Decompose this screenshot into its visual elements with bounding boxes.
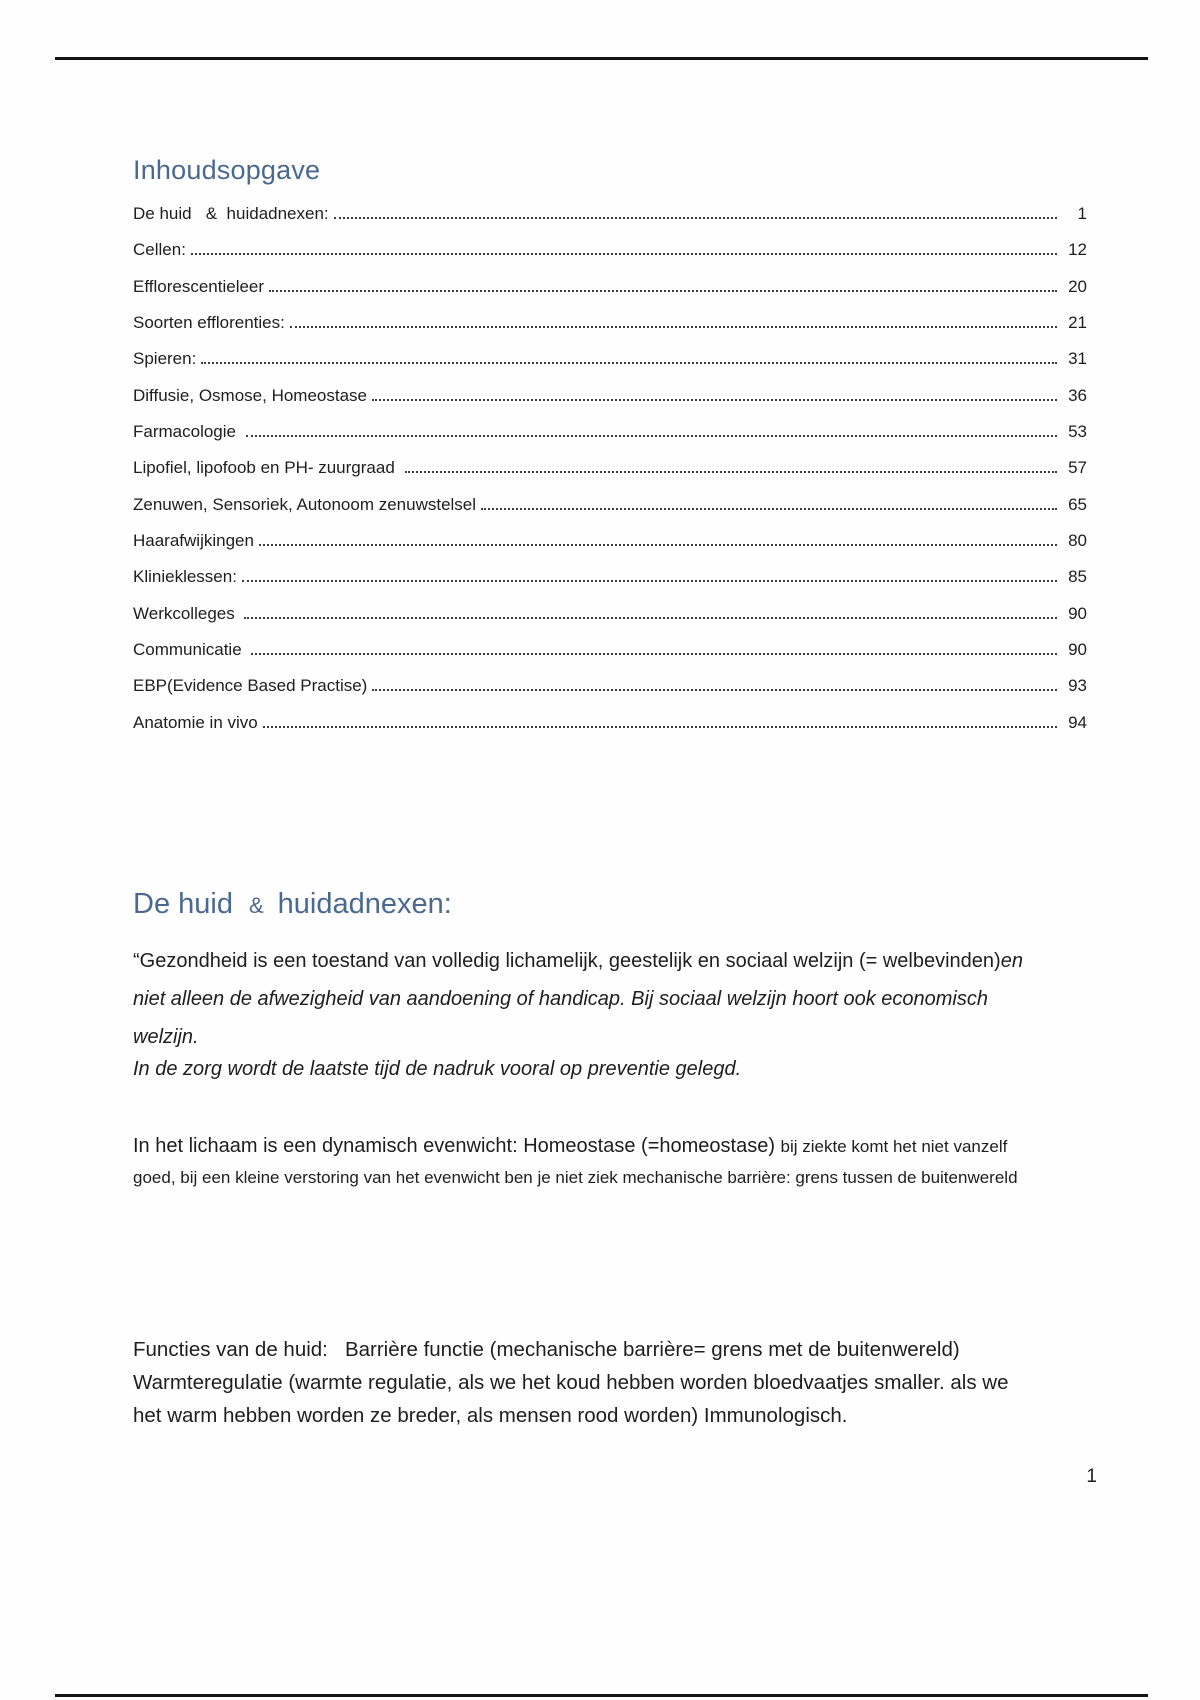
toc-entry[interactable] <box>133 277 1087 313</box>
toc-entry-label: Soorten efflorenties: <box>133 313 285 333</box>
toc-dots-leader <box>251 653 1057 655</box>
toc-entry[interactable] <box>133 204 1087 240</box>
section-title-ampersand: & <box>248 893 264 918</box>
toc-dots-leader <box>191 253 1057 255</box>
toc-entry-page: 57 <box>1068 458 1087 478</box>
toc-entry-label: Communicatie <box>133 640 247 660</box>
section-title-part1: De huid <box>133 888 233 920</box>
toc-entry-page: 12 <box>1068 240 1087 260</box>
toc-entry[interactable] <box>133 240 1087 276</box>
toc-entry-page: 85 <box>1068 567 1087 587</box>
toc-dots-leader <box>244 617 1057 619</box>
toc-entry[interactable] <box>133 458 1087 494</box>
toc-entry-label: Lipofiel, lipofoob en PH- zuurgraad <box>133 458 400 478</box>
toc-entry-page: 21 <box>1068 313 1087 333</box>
section-title <box>133 888 452 921</box>
toc-entry-page: 80 <box>1068 531 1087 551</box>
toc-entry-page: 36 <box>1068 385 1087 405</box>
toc-entry-page: 20 <box>1068 276 1087 296</box>
health-definition-normal: “Gezondheid is een toestand van volledig lichamelijk, geestelijk en sociaal welzijn (= welbevinden) <box>133 950 1001 972</box>
toc-entry-page: 90 <box>1068 640 1087 660</box>
toc-entry[interactable] <box>133 349 1087 385</box>
toc-dots-leader <box>405 471 1058 473</box>
toc-entry-page: 1 <box>1077 204 1087 223</box>
toc-dots-leader <box>269 290 1057 292</box>
toc-dots-leader <box>372 399 1057 401</box>
page-number: 1 <box>1086 1466 1097 1487</box>
toc-dots-leader <box>263 726 1057 728</box>
toc-dots-leader <box>372 689 1057 691</box>
toc-entry-label: Diffusie, Osmose, Homeostase <box>133 385 367 405</box>
toc-entry[interactable] <box>133 640 1087 676</box>
toc-entry-label: Anatomie in vivo <box>133 712 258 732</box>
paragraph-homeostasis <box>133 1131 1023 1193</box>
homeostasis-detail: bij ziekte komt het niet vanzelf goed, bij een kleine verstoring van het evenwicht ben je niet ziek mechanische barrière: grens tussen de buitenwereld <box>133 1137 1018 1187</box>
toc-entry[interactable] <box>133 531 1087 567</box>
toc-entry-label: Haarafwijkingen <box>133 531 254 551</box>
footer-rule <box>55 1694 1148 1697</box>
paragraph-prevention-note: In de zorg wordt de laatste tijd de nadruk vooral op preventie gelegd. <box>133 1058 742 1080</box>
toc-entry[interactable] <box>133 422 1087 458</box>
toc-dots-leader <box>242 580 1057 582</box>
toc-dots-leader <box>334 217 1057 219</box>
paragraph-skin-functions: Functies van de huid: Barrière functie (mechanische barrière= grens met de buitenwereld) Warmteregulatie (warmte regulatie, als we het koud hebben worden bloedvaatjes smaller. als we het warm hebben worden ze breder, als mensen rood worden) Immunologisch. <box>133 1338 1015 1427</box>
toc-dots-leader <box>201 362 1057 364</box>
toc-entry-page: 53 <box>1068 422 1087 442</box>
toc-entry[interactable] <box>133 313 1087 349</box>
toc-entry[interactable] <box>133 713 1087 749</box>
toc-entry[interactable] <box>133 604 1087 640</box>
page-content <box>133 0 1087 1700</box>
toc-entry-label: Cellen: <box>133 240 186 260</box>
toc-entry-label: Klinieklessen: <box>133 567 237 587</box>
toc-entry-page: 93 <box>1068 676 1087 696</box>
paragraph-health-definition <box>133 942 1023 1056</box>
toc-entry[interactable] <box>133 386 1087 422</box>
homeostasis-lead: In het lichaam is een dynamisch evenwicht: Homeostase (=homeostase) <box>133 1135 781 1157</box>
toc-entry-label: Zenuwen, Sensoriek, Autonoom zenuwstelsel <box>133 494 477 514</box>
toc-dots-leader <box>259 544 1057 546</box>
toc-entry[interactable] <box>133 676 1087 712</box>
health-definition-italic: en niet alleen de afwezigheid van aandoening of handicap. Bij sociaal welzijn hoort ook economisch welzijn. <box>133 950 1023 1048</box>
toc-entry-label: EBP(Evidence Based Practise) <box>133 676 368 696</box>
toc-entry-page: 31 <box>1068 349 1087 369</box>
toc-dots-leader <box>290 326 1057 328</box>
toc-entry-label: De huid & huidadnexen: <box>133 204 329 223</box>
toc-entry-label: Spieren: <box>133 349 197 369</box>
toc-entry-label: Farmacologie <box>133 422 241 442</box>
toc-entry-page: 90 <box>1068 603 1087 623</box>
toc-entry-page: 65 <box>1068 494 1087 514</box>
toc-dots-leader <box>246 435 1057 437</box>
toc-entry-page: 94 <box>1068 712 1087 732</box>
toc-entry[interactable] <box>133 567 1087 603</box>
toc-list <box>133 204 1087 749</box>
toc-entry[interactable] <box>133 495 1087 531</box>
section-title-part2: huidadnexen: <box>277 888 452 920</box>
toc-entry-label: Werkcolleges <box>133 603 240 623</box>
toc-title: Inhoudsopgave <box>133 155 321 185</box>
toc-entry-label: Efflorescentieleer <box>133 276 265 296</box>
toc-dots-leader <box>481 508 1057 510</box>
